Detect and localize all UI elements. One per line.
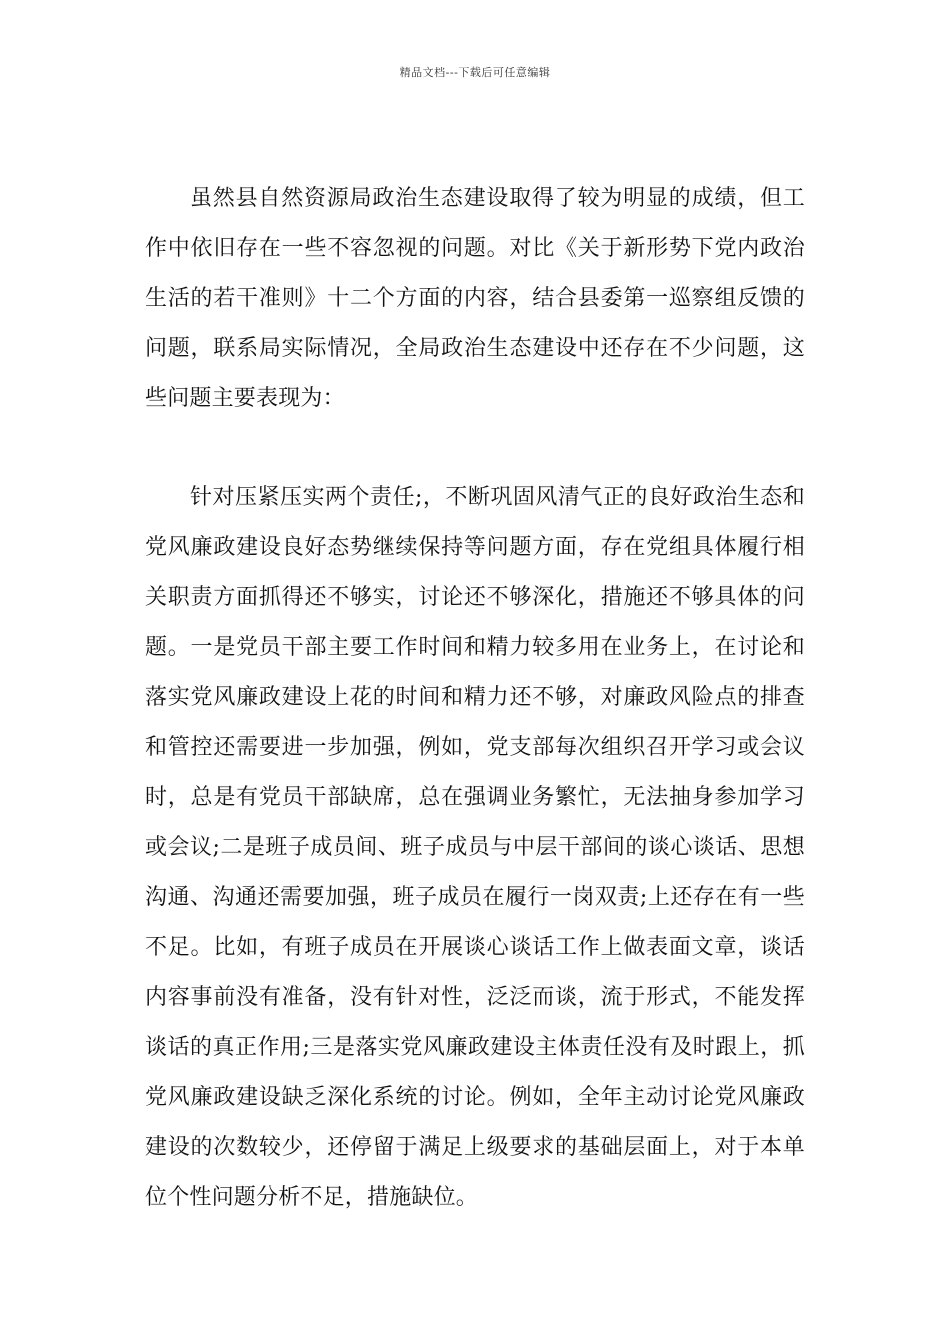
page-header: 精品文档---下载后可任意编辑 (399, 66, 551, 79)
paragraph-1: 虽然县自然资源局政治生态建设取得了较为明显的成绩，但工作中依旧存在一些不容忽视的问题。对比《关于新形势下党内政治生活的若干准则》十二个方面的内容，结合县委第一巡察组反馈的问题，联系局实际情况，全局政治生态建设中还存在不少问题，这些问题主要表现为： (145, 186, 805, 411)
paragraph-2: 针对压紧压实两个责任;，不断巩固风清气正的良好政治生态和党风廉政建设良好态势继续保持等问题方面，存在党组具体履行相关职责方面抓得还不够实，讨论还不够深化，措施还不够具体的问题。一是党员干部主要工作时间和精力较多用在业务上，在讨论和落实党风廉政建设上花的时间和精力还不够，对廉政风险点的排查和管控还需要进一步加强，例如，党支部每次组织召开学习或会议时，总是有党员干部缺席，总在强调业务繁忙，无法抽身参加学习或会议;二是班子成员间、班子成员与中层干部间的谈心谈话、思想沟通、沟通还需要加强，班子成员在履行一岗双责;上还存在有一些不足。比如，有班子成员在开展谈心谈话工作上做表面文章，谈话内容事前没有准备，没有针对性，泛泛而谈，流于形式，不能发挥谈话的真正作用;三是落实党风廉政建设主体责任没有及时跟上，抓党风廉政建设缺乏深化系统的讨论。例如，全年主动讨论党风廉政建设的次数较少，还停留于满足上级要求的基础层面上，对于本单位个性问题分析不足，措施缺位。 (145, 485, 805, 1210)
